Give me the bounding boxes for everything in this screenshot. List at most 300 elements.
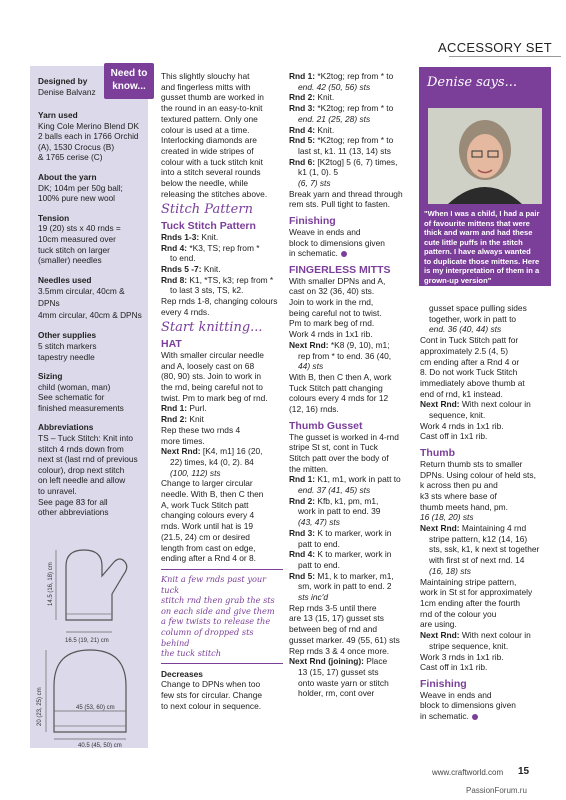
row-text: 8. Do not work Tuck Stitch <box>420 367 518 378</box>
pattern-line <box>289 571 413 582</box>
pattern-line <box>420 619 554 630</box>
pattern-line <box>289 613 413 624</box>
row-label: Next Rnd: <box>420 523 460 534</box>
pattern-line <box>420 512 554 523</box>
text-line: colour with a tuck stitch knit <box>161 156 263 167</box>
text-line: DPNs <box>38 298 60 309</box>
text-line: Change to DPNs when too <box>161 679 261 690</box>
row-label: Rnd 8: <box>161 274 188 285</box>
text-line: Interlocking diamonds are <box>161 135 257 146</box>
hat-finishing-heading: Finishing <box>289 215 336 228</box>
tuck-stitch-heading: Tuck Stitch Pattern <box>161 220 256 233</box>
other-supplies-list <box>38 341 148 362</box>
row-label: Rnd 2: <box>289 92 316 103</box>
tuck-stitch-lines <box>161 232 283 318</box>
pattern-line <box>420 459 554 470</box>
text-line: "When I was a child, I had a pair <box>424 209 540 218</box>
pattern-line <box>161 382 283 393</box>
pattern-line <box>161 489 283 500</box>
text-line: column of dropped sts behind <box>161 626 254 648</box>
row-label: Rnd 1: <box>161 403 188 414</box>
row-text: sequence, knit. <box>429 410 486 421</box>
text-line: See page 83 for all <box>38 496 108 507</box>
abbreviations-label: Abbreviations <box>38 422 94 433</box>
row-text: (21.5, 24) cm or desired <box>161 531 250 542</box>
pattern-line <box>161 500 283 511</box>
pattern-line <box>420 555 554 566</box>
row-text: With B, then C then A, work <box>289 371 392 382</box>
row-text: colours every 4 rnds for 12 <box>289 393 389 404</box>
row-text: K1, m1, work in patt to <box>315 474 401 485</box>
mitts-finishing-lines <box>420 690 554 722</box>
pattern-line <box>420 577 554 588</box>
row-text: ending after a Rnd 4 or 8. <box>161 553 256 564</box>
text-line: King Cole Merino Blend DK <box>38 120 139 131</box>
row-text: rnds. Work until hat is 19 <box>161 521 254 532</box>
pattern-line <box>161 478 283 489</box>
pattern-line <box>289 329 413 340</box>
pattern-line <box>289 393 413 404</box>
row-text: the rnd, being careful not to <box>161 381 263 392</box>
pattern-line <box>161 307 283 318</box>
row-text: Rep rnds 1-8, changing colours <box>161 296 278 307</box>
pattern-line <box>161 232 283 243</box>
pattern-line <box>420 399 554 410</box>
hat-lines <box>161 350 283 564</box>
text-line: child (woman, man) <box>38 381 111 392</box>
text-line: 4mm circular, 40cm & DPNs <box>38 310 142 321</box>
pattern-line <box>420 378 554 389</box>
row-text: Rep rnds 3 & 4 once more. <box>289 645 390 656</box>
hat-width-label: 45 (53, 60) cm <box>76 705 115 711</box>
pattern-line <box>420 662 554 673</box>
pattern-line <box>289 199 413 210</box>
row-text: gusset space pulling sides <box>429 303 527 313</box>
row-text: rnd of the colour you <box>420 608 497 619</box>
designer-portrait <box>428 108 542 204</box>
row-text: last st, k1. 11 (13, 14) sts <box>298 145 391 156</box>
thumb-gusset-lines <box>289 432 413 700</box>
row-text: sts inc'd <box>298 592 328 603</box>
row-label: Next Rnd: <box>161 446 201 457</box>
row-text: k3 sts where base of <box>420 490 497 501</box>
row-label: Rnd 5: <box>289 570 316 581</box>
mitt-height-label: 14.5 (16, 18) cm <box>48 562 54 606</box>
designed-by-value: Denise Balvanz <box>38 86 96 97</box>
row-text: *K2tog; rep from * to <box>315 135 394 146</box>
pattern-line <box>289 560 413 571</box>
row-label: Rnd 4: <box>289 124 316 135</box>
pattern-line <box>289 167 413 178</box>
text-line: colour), drop next stitch <box>38 464 125 475</box>
row-text: Maintaining 4 rnd <box>459 523 527 534</box>
text-line: thick and warm and had these <box>424 228 533 237</box>
pattern-line <box>420 431 554 442</box>
pattern-line <box>161 275 283 286</box>
row-text: stripe pattern, k12 (14, 16) <box>429 533 528 544</box>
text-line: 10cm measured over <box>38 233 116 244</box>
needles-list <box>38 285 148 321</box>
text-line: 19 (20) sts x 40 rnds = <box>38 223 121 234</box>
pattern-line <box>161 414 283 425</box>
row-text: work in St st for approximately <box>420 587 533 598</box>
row-text: changing colours every 4 <box>161 510 255 521</box>
decreases-lines <box>161 679 283 711</box>
text-line: on each side and give them <box>161 605 275 616</box>
row-text: with first st of next rnd. 14 <box>429 555 525 566</box>
pattern-line <box>161 371 283 382</box>
text-line: This slightly slouchy hat <box>161 71 250 81</box>
designed-by-label: Designed by <box>38 76 88 86</box>
pattern-line <box>420 357 554 368</box>
row-text: patt to end. <box>298 559 340 570</box>
row-text: (12, 16) rnds. <box>289 404 339 415</box>
row-text: immediately above thumb at <box>420 377 525 388</box>
pattern-line <box>420 335 554 346</box>
text-line: block to dimensions given <box>420 700 516 711</box>
row-label: Rnds 5 -7: <box>161 263 202 274</box>
pattern-line <box>289 157 413 168</box>
row-label: Rnd 1: <box>289 474 316 485</box>
row-text: With smaller circular needle <box>161 349 264 360</box>
row-text: end. 37 (41, 45) sts <box>298 485 371 496</box>
row-text: DPNs. Using colour of held sts, <box>420 469 536 480</box>
pattern-line <box>420 502 554 513</box>
row-text: Knit. <box>315 92 335 103</box>
text-line: textured pattern. Only one <box>161 113 258 124</box>
text-line: few sts for circular. Change <box>161 690 263 701</box>
row-text: Place <box>363 656 388 667</box>
pattern-line <box>289 635 413 646</box>
fingerless-mitts-heading: FINGERLESS MITTS <box>289 263 391 276</box>
section-title: ACCESSORY SET <box>438 40 552 55</box>
other-supplies-label: Other supplies <box>38 330 97 341</box>
pattern-line <box>161 403 283 414</box>
row-text: *K3, TS; rep from * <box>187 242 260 253</box>
quote-text <box>424 209 550 285</box>
pattern-line <box>420 630 554 641</box>
pattern-line <box>289 103 413 114</box>
pattern-line <box>289 539 413 550</box>
pattern-line <box>289 297 413 308</box>
pattern-line <box>289 71 413 82</box>
row-text: Join to work in the rnd, <box>289 297 374 308</box>
text-line: tuck stitch on larger <box>38 244 110 255</box>
pattern-line <box>289 474 413 485</box>
row-text: to last 3 sts, TS, k2. <box>170 285 244 296</box>
row-text: [K2tog] 5 (6, 7) times, <box>315 156 398 167</box>
row-text: Rep rnds 3-5 until there <box>289 602 377 613</box>
pattern-line <box>420 544 554 555</box>
thumb-heading: Thumb <box>420 447 455 460</box>
text-line: 2 balls each in 1766 Orchid <box>38 131 139 142</box>
pattern-line <box>161 393 283 404</box>
pattern-line <box>161 243 283 254</box>
row-text: are using. <box>420 619 457 630</box>
text-line: to next colour in sequence. <box>161 700 262 711</box>
row-text: onto waste yarn or stitch <box>298 677 389 688</box>
text-line: block to dimensions given <box>289 237 385 248</box>
row-text: length from cast on edge, <box>161 542 256 553</box>
text-line: the tuck stitch <box>161 648 221 659</box>
pattern-line <box>289 592 413 603</box>
row-text: Work 3 rnds in 1x1 rib. <box>420 651 504 662</box>
tip-callout-text <box>161 574 283 659</box>
row-text: the mitten. <box>289 463 329 474</box>
pattern-line <box>161 425 283 436</box>
row-text: end. 42 (50, 56) sts <box>298 81 371 92</box>
hat-brim-label: 40.5 (45, 50) cm <box>78 743 122 748</box>
mitts-finishing-heading: Finishing <box>420 677 467 690</box>
text-line: finished measurements <box>38 402 124 413</box>
pattern-line <box>420 523 554 534</box>
row-text: *K2tog; rep from * to <box>315 71 394 81</box>
row-text: Tuck Stitch patt changing <box>289 382 383 393</box>
text-line: gusset thumb are worked in <box>161 92 264 103</box>
pattern-line <box>289 453 413 464</box>
row-text: A, work Tuck Stitch patt <box>161 499 249 510</box>
row-text: end. 21 (25, 28) sts <box>298 113 371 124</box>
text-line: Weave in ends and <box>289 226 361 237</box>
row-text: every 4 rnds. <box>161 306 210 317</box>
text-line: to duplicate those mittens. Here <box>424 256 540 266</box>
row-text: Rep these two rnds 4 <box>161 424 241 435</box>
pattern-line <box>420 389 554 400</box>
designer-photo <box>428 108 542 204</box>
pattern-line <box>420 598 554 609</box>
pattern-line <box>161 553 283 564</box>
designed-by-block <box>38 76 110 97</box>
decreases-heading: Decreases <box>161 668 203 679</box>
pattern-line <box>161 264 283 275</box>
row-text: K to marker, work in <box>315 549 392 560</box>
about-yarn-list <box>38 183 148 204</box>
text-line: stitch 4 rnds down from <box>38 443 124 454</box>
decrease-rounds <box>289 71 413 210</box>
row-text: to end. <box>170 253 196 264</box>
row-text: thumb meets hand, pm. <box>420 501 508 512</box>
pattern-line <box>420 652 554 663</box>
row-text: stripe St st, cont in Tuck <box>289 442 378 453</box>
text-line: DK; 104m per 50g ball; <box>38 182 123 193</box>
pattern-line <box>420 410 554 421</box>
mitt-outline <box>66 550 127 620</box>
thumb-lines <box>420 459 554 673</box>
text-line: cute little puffs in the stitch <box>424 237 523 247</box>
intro-paragraph <box>161 71 283 199</box>
row-text: sm, work in patt to end. 2 <box>298 581 392 592</box>
pattern-line <box>161 468 283 479</box>
text-line: See schematic for <box>38 392 105 403</box>
pattern-line <box>289 485 413 496</box>
tip-callout <box>161 569 283 664</box>
row-text: (16, 18) sts <box>429 565 471 576</box>
column-3 <box>420 303 554 722</box>
text-line: TS – Tuck Stitch: Knit into <box>38 433 133 444</box>
pattern-line <box>289 549 413 560</box>
pattern-line <box>289 496 413 507</box>
text-line: the round in an easy-to-knit <box>161 103 263 114</box>
row-text: together, work in patt to <box>429 313 517 324</box>
row-text: are 13 (15, 17) gusset sts <box>289 613 384 624</box>
pattern-line <box>289 603 413 614</box>
row-text: 44) sts <box>298 361 324 372</box>
row-text: K to marker, work in <box>315 527 392 538</box>
pattern-line <box>289 189 413 200</box>
header-rule <box>449 56 561 57</box>
row-text: Pm to mark beg of rnd. <box>289 318 375 329</box>
pattern-line <box>289 114 413 125</box>
hat-height-label: 20 (23, 25) cm <box>37 687 43 726</box>
text-line: 3.5mm circular, 40cm & <box>38 286 125 297</box>
pattern-line <box>289 135 413 146</box>
hat-finishing-lines <box>289 227 413 259</box>
stitch-pattern-heading: Stitch Pattern <box>161 202 253 218</box>
row-label: Rnd 4: <box>289 549 316 560</box>
row-text: The gusset is worked in 4-rnd <box>289 431 399 442</box>
pattern-line <box>420 346 554 357</box>
row-text: k1 (1, 0). 5 <box>298 167 339 178</box>
pattern-line <box>161 350 283 361</box>
pattern-line <box>289 646 413 657</box>
row-text: Cast off in 1x1 rib. <box>420 662 488 673</box>
row-text: approximately 2.5 (4, 5) <box>420 345 508 356</box>
pattern-line <box>289 372 413 383</box>
pattern-line <box>289 351 413 362</box>
row-text: Cont in Tuck Stitch patt for <box>420 335 519 346</box>
schematic-diagram <box>32 536 148 748</box>
tension-list <box>38 223 148 265</box>
pattern-line <box>289 92 413 103</box>
row-label: Next Rnd: <box>420 399 460 410</box>
pattern-line <box>289 667 413 678</box>
row-text: cast on 32 (36, 40) sts. <box>289 286 375 297</box>
pattern-line <box>420 641 554 652</box>
pattern-line <box>289 383 413 394</box>
row-text: Knit. <box>199 231 219 242</box>
row-text: With next colour in <box>459 399 531 410</box>
pattern-line <box>161 521 283 532</box>
tension-label: Tension <box>38 212 70 223</box>
row-text: rem sts. Pull tight to fasten. <box>289 199 391 210</box>
sidebar-specs <box>38 110 148 518</box>
text-line: and fingerless mitts with <box>161 81 251 92</box>
row-text: k across then pu and <box>420 480 498 491</box>
sizing-list <box>38 382 148 414</box>
row-label: Next Rnd: <box>420 630 460 641</box>
row-text: 16 (18, 20) sts <box>420 512 474 523</box>
sizing-label: Sizing <box>38 371 63 382</box>
text-line: is my interpretation of them in a <box>424 266 540 275</box>
pattern-line <box>161 532 283 543</box>
thumb-gusset-heading: Thumb Gusset <box>289 419 363 432</box>
page-number: 15 <box>518 766 530 777</box>
row-text: 22) times, k4 (0, 2). 84 <box>170 456 254 467</box>
mitt-width-label: 16.5 (19, 21) cm <box>65 638 109 644</box>
text-line: a few twists to release the <box>161 616 271 627</box>
row-text: (6, 7) sts <box>298 178 331 189</box>
end-dot-icon <box>472 714 478 720</box>
row-label: Rnds 1-3: <box>161 231 200 242</box>
footer-url: www.craftworld.com <box>432 768 504 777</box>
start-knitting-heading: Start knitting... <box>161 320 263 336</box>
row-text: holder, rm, cont over <box>298 688 375 699</box>
row-text: sts, ssk, k1, k next st together <box>429 544 540 555</box>
pattern-line <box>289 125 413 136</box>
row-text: end of rnd, k1 instead. <box>420 388 503 399</box>
pattern-line <box>289 361 413 372</box>
text-line: created in wide stripes of <box>161 145 254 156</box>
row-text: With next colour in <box>459 630 531 641</box>
row-text: Stitch patt over the body of <box>289 452 389 463</box>
pattern-line <box>420 587 554 598</box>
abbreviations-list <box>38 433 148 518</box>
text-line: colour is used at a time. <box>161 124 250 135</box>
pattern-line <box>420 609 554 620</box>
row-label: Rnd 3: <box>289 527 316 538</box>
text-line: 100% pure new wool <box>38 193 116 204</box>
text-line: into a stitch several rounds <box>161 167 261 178</box>
pattern-line <box>420 421 554 432</box>
yarn-used-list <box>38 121 148 163</box>
watermark: PassionForum.ru <box>466 786 527 795</box>
row-text: being careful not to twist. <box>289 307 382 318</box>
text-line: on left needle and allow <box>38 475 126 486</box>
pattern-line <box>289 340 413 351</box>
text-line: to unravel. <box>38 486 77 497</box>
pattern-line <box>289 146 413 157</box>
row-text: (43, 47) sts <box>298 517 340 528</box>
row-label: Rnd 5: <box>289 135 316 146</box>
row-text: (80, 90) sts. Join to work in <box>161 371 262 382</box>
row-text: patt to end. <box>298 538 340 549</box>
text-line: next st (last rnd of previous <box>38 454 138 465</box>
text-line: grown-up version" <box>424 275 492 285</box>
row-text: Knit. <box>201 263 221 274</box>
pattern-line <box>289 82 413 93</box>
pattern-line <box>420 470 554 481</box>
row-text: Work 4 rnds in 1x1 rib. <box>289 329 373 340</box>
pattern-line <box>161 361 283 372</box>
text-line: in schematic. <box>420 711 554 722</box>
pattern-line <box>420 367 554 378</box>
column-1 <box>161 71 283 712</box>
text-line: below the needle, while <box>161 178 249 189</box>
row-text: needle. With B, then C then <box>161 489 264 500</box>
text-line: pattern. I have always wanted <box>424 247 531 256</box>
row-text: gusset marker. 49 (55, 61) sts <box>289 634 400 645</box>
pattern-line <box>289 581 413 592</box>
pattern-line <box>420 566 554 577</box>
row-text: Knit <box>187 414 204 425</box>
row-text: Break yarn and thread through <box>289 188 403 199</box>
row-text: K1, *TS, k3; rep from * <box>187 274 274 285</box>
pattern-line <box>420 303 554 314</box>
row-text: twist. Pm to mark beg of rnd. <box>161 392 268 403</box>
mitts-lines <box>289 276 413 415</box>
row-text: 1cm ending after the fourth <box>420 597 521 608</box>
text-line: other abbreviations <box>38 507 109 518</box>
row-text: Cast off in 1x1 rib. <box>420 431 488 442</box>
need-to-know-badge: Need to know... <box>104 63 154 99</box>
text-line: (smaller) needles <box>38 255 102 266</box>
pattern-line <box>161 253 283 264</box>
pattern-line <box>161 457 283 468</box>
row-text: [K4, m1] 16 (20, <box>200 446 263 457</box>
row-label: Rnd 2: <box>161 414 188 425</box>
row-text: Purl. <box>187 403 207 414</box>
row-label: Rnd 6: <box>289 156 316 167</box>
